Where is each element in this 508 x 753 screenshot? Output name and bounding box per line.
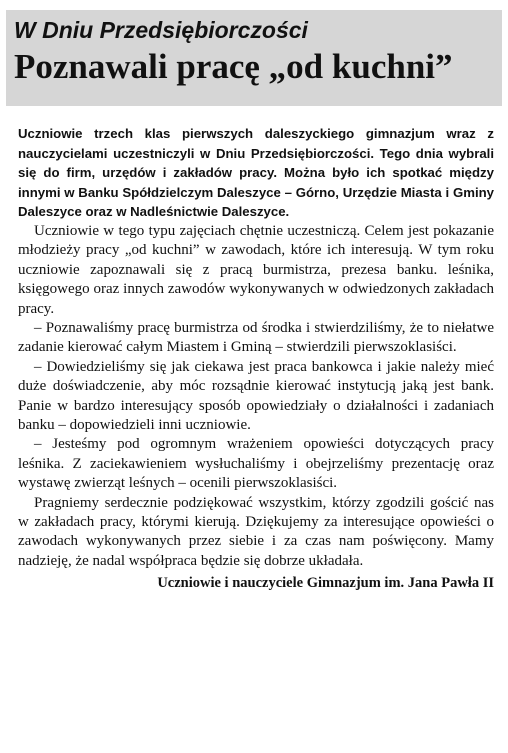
article-page bbox=[0, 10, 508, 753]
article-paragraph: – Jesteśmy pod ogromnym wrażeniem opowieści dotyczących pracy leśnika. Z zaciekawieniem wysłuchaliśmy i obejrzeliśmy prezentację oraz wystawę zwierząt leśnych – ocenili pierwszoklasiści. bbox=[18, 436, 494, 492]
article-paragraph: – Dowiedzieliśmy się jak ciekawa jest praca bankowca i jakie należy mieć duże doświadczenie, aby móc rozsądnie kierować instytucją jaką jest bank. Panie w bardzo interesujący sposób opowiedziały o działalności i zadaniach banku – dopowiedzieli inni uczniowie. bbox=[18, 358, 494, 434]
article-header bbox=[6, 10, 502, 106]
article-lead: Uczniowie trzech klas pierwszych daleszyckiego gimnazjum wraz z nauczycielami uczestniczyli w Dniu Przedsiębiorczości. Tego dnia wybrali się do firm, urzędów i zakładów pracy. Można było ich spotkać między innymi w Banku Spółdzielczym Daleszyce – Górno, Urzędzie Miasta i Gminy Daleszyce oraz w Nadleśnictwie Daleszyce. bbox=[18, 126, 494, 220]
article-paragraph: – Poznawaliśmy pracę burmistrza od środka i stwierdziliśmy, że to niełatwe zadanie kierować całym Miastem i Gminą – stwierdzili pierwszoklasiści. bbox=[18, 320, 494, 356]
article-signature: Uczniowie i nauczyciele Gimnazjum im. Jana Pawła II bbox=[157, 575, 494, 592]
article-headline: Poznawali pracę „od kuchni” bbox=[14, 47, 453, 86]
article-body bbox=[18, 222, 494, 571]
article-paragraph: Pragniemy serdecznie podziękować wszystkim, którzy zgodzili gościć nas w zakładach pracy, którymi kierują. Dziękujemy za interesujące opowieści o zawodach wykonywanych przez siebie i za czas nam poświęcony. Mamy nadzieję, że nadal współpraca będzie się dobrze układała. bbox=[18, 494, 494, 569]
article-paragraph: Uczniowie w tego typu zajęciach chętnie uczestniczą. Celem jest pokazanie młodzieży pracy „od kuchni” w zawodach, które ich interesują. W tym roku uczniowie zapoznawali się z pracą burmistrza, prezesa banku. leśnika, księgowego oraz innych zawodów wykonywanych w odwiedzonych zakładach pracy. bbox=[18, 222, 494, 317]
article-kicker: W Dniu Przedsiębiorczości bbox=[14, 17, 308, 43]
